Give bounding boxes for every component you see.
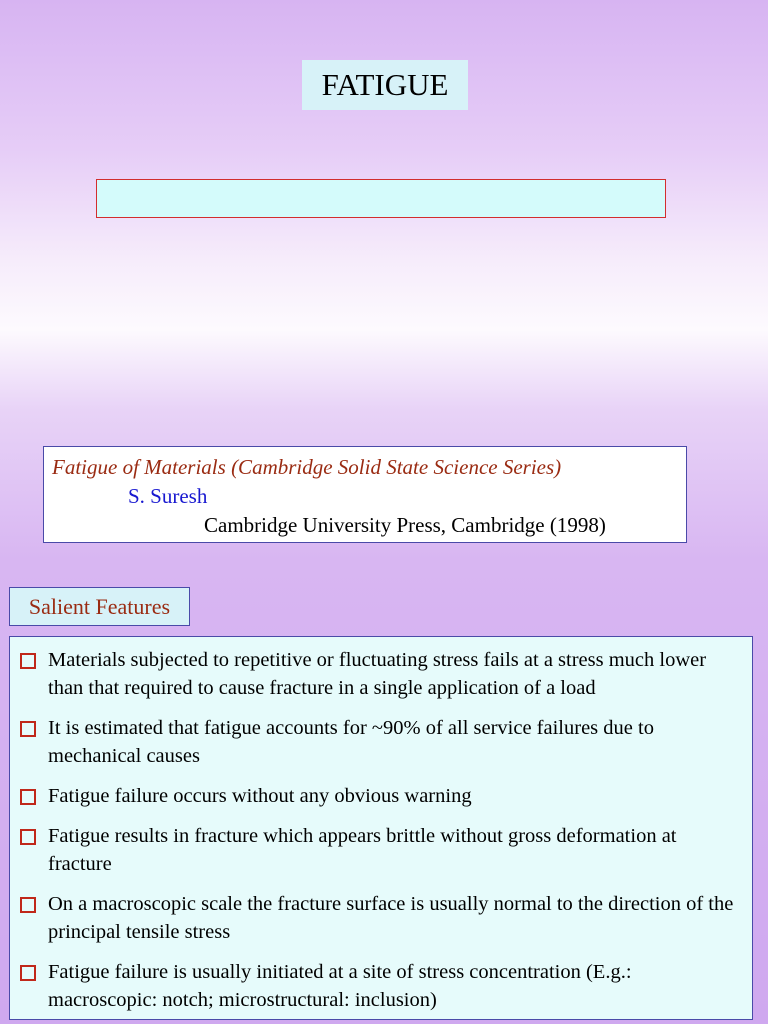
feature-item [20,958,742,1014]
feature-item [20,822,742,878]
reference-author: S. Suresh [128,484,208,508]
feature-text: It is estimated that fatigue accounts for ~90% of all service failures due to mechanical causes [48,717,654,767]
square-bullet-icon [20,965,36,981]
square-bullet-icon [20,829,36,845]
salient-features-heading: Salient Features [9,587,190,626]
square-bullet-icon [20,897,36,913]
features-box [9,636,753,1020]
feature-item [20,890,742,946]
feature-text: On a macroscopic scale the fracture surface is usually normal to the direction of the principal tensile stress [48,893,734,943]
reference-publisher: Cambridge University Press, Cambridge (1998) [204,513,606,537]
empty-text-box [96,179,666,218]
feature-text: Fatigue results in fracture which appears brittle without gross deformation at fracture [48,825,677,875]
feature-text: Materials subjected to repetitive or fluctuating stress fails at a stress much lower than that required to cause fracture in a single application of a load [48,649,707,699]
features-list [10,637,752,1014]
feature-text: Fatigue failure is usually initiated at a site of stress concentration (E.g.: macroscopic: notch; microstructural: inclusion) [48,961,632,1011]
reference-book-title: Fatigue of Materials (Cambridge Solid State Science Series) [52,455,562,479]
feature-text: Fatigue failure occurs without any obvious warning [48,785,472,807]
square-bullet-icon [20,789,36,805]
feature-item [20,714,742,770]
feature-item [20,782,742,810]
square-bullet-icon [20,653,36,669]
reference-box [43,446,687,543]
feature-item [20,646,742,702]
page-title: FATIGUE [302,60,468,110]
square-bullet-icon [20,721,36,737]
